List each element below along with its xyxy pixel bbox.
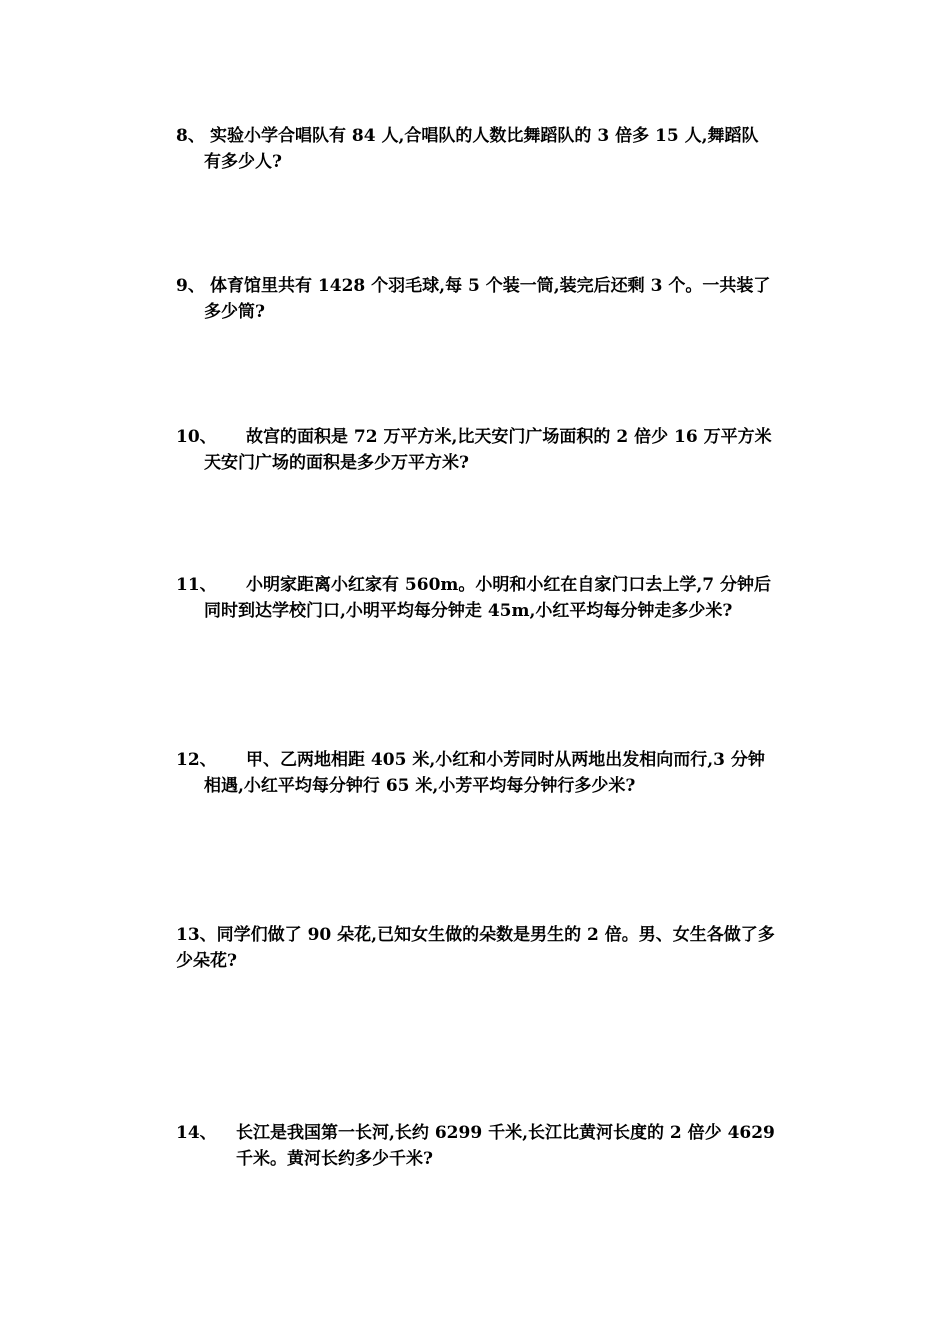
problem-8 [176,123,836,175]
problem-line-2: 千米。黄河长约多少千米? [236,1149,433,1169]
problem-11 [176,572,836,624]
problem-line-1 [176,424,836,450]
problem-text: 同学们做了 90 朵花,已知女生做的朵数是男生的 2 倍。男、女生各做了多 [216,925,775,945]
problem-line-1 [176,1120,836,1146]
problem-line-1 [176,572,836,598]
problem-line-2: 多少筒? [204,302,265,322]
problem-number: 13、 [176,925,217,945]
problem-line-1 [176,922,836,948]
problem-14 [176,1120,836,1172]
problem-text: 实验小学合唱队有 84 人,合唱队的人数比舞蹈队的 3 倍多 15 人,舞蹈队 [210,126,759,146]
problem-9 [176,273,836,325]
problem-text: 甲、乙两地相距 405 米,小红和小芳同时从两地出发相向而行,3 分钟 [246,750,765,770]
problem-10 [176,424,836,476]
problem-line-2: 天安门广场的面积是多少万平方米? [204,453,469,473]
problem-number: 9、 [176,276,205,296]
problem-line-1 [176,747,836,773]
problem-text: 长江是我国第一长河,长约 6299 千米,长江比黄河长度的 2 倍少 4629 [236,1123,775,1143]
problem-number: 8、 [176,126,205,146]
problem-12 [176,747,836,799]
problem-number: 10、 [176,427,217,447]
problem-number: 11、 [176,575,217,595]
problem-number: 14、 [176,1123,217,1143]
problem-line-2: 相遇,小红平均每分钟行 65 米,小芳平均每分钟行多少米? [204,776,636,796]
problem-number: 12、 [176,750,217,770]
problem-text: 体育馆里共有 1428 个羽毛球,每 5 个装一筒,装完后还剩 3 个。一共装了 [210,276,771,296]
problem-line-1 [176,123,836,149]
problem-13 [176,922,836,974]
problem-text: 小明家距离小红家有 560m。小明和小红在自家门口去上学,7 分钟后 [246,575,772,595]
problem-line-2: 有多少人? [204,152,282,172]
problem-line-2: 少朵花? [176,951,237,971]
problem-text: 故宫的面积是 72 万平方米,比天安门广场面积的 2 倍少 16 万平方米 [246,427,772,447]
problem-line-1 [176,273,836,299]
problem-line-2: 同时到达学校门口,小明平均每分钟走 45m,小红平均每分钟走多少米? [204,601,733,621]
